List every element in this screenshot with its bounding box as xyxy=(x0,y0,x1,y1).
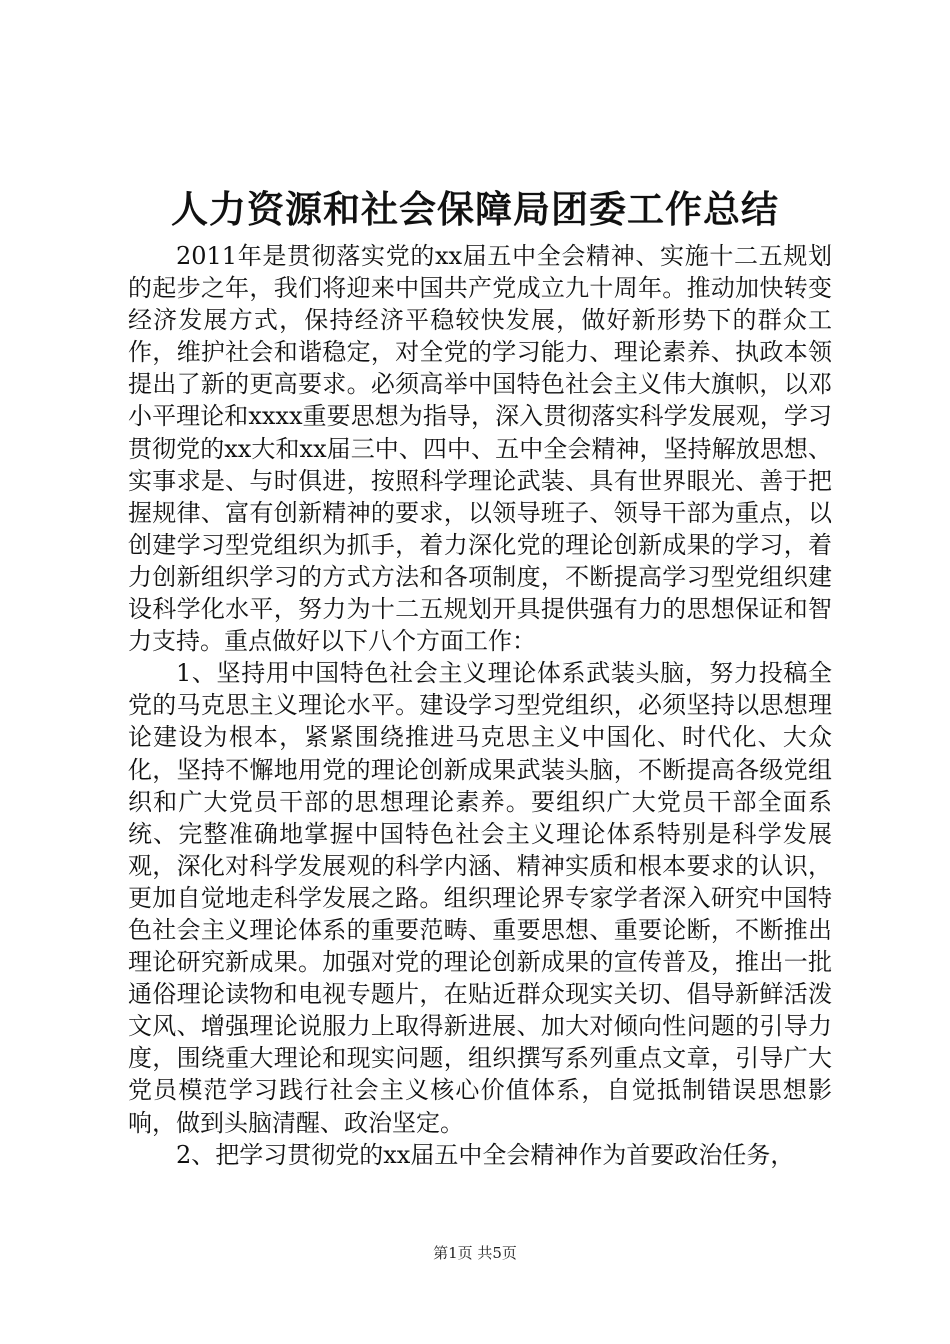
paragraph-item-2: 2、把学习贯彻党的xx届五中全会精神作为首要政治任务， xyxy=(176,1140,795,1169)
document-body xyxy=(128,240,832,1171)
document-title: 人力资源和社会保障局团委工作总结 xyxy=(171,187,779,231)
paragraph-item-1: 1、坚持用中国特色社会主义理论体系武装头脑，努力投稿全党的马克思主义理论水平。建设学习型党组织，必须坚持以思想理论建设为根本，紧紧围绕推进马克思主义中国化、时代化、大众化，坚持不懈地用党的理论创新成果武装头脑，不断提高各级党组织和广大党员干部的思想理论素养。要组织广大党员干部全面系统、完整准确地掌握中国特色社会主义理论体系特别是科学发展观，深化对科学发展观的科学内涵、精神实质和根本要求的认识，更加自觉地走科学发展之路。组织理论界专家学者深入研究中国特色社会主义理论体系的重要范畴、重要思想、重要论断，不断推出理论研究新成果。加强对党的理论创新成果的宣传普及，推出一批通俗理论读物和电视专题片，在贴近群众现实关切、倡导新鲜活泼文风、增强理论说服力上取得新进展、加大对倾向性问题的引导力度，围绕重大理论和现实问题，组织撰写系列重点文章，引导广大党员模范学习践行社会主义核心价值体系，自觉抵制错误思想影响，做到头脑清醒、政治坚定。 xyxy=(128,659,832,1137)
page-footer: 第1页 共5页 xyxy=(433,1244,517,1262)
paragraph-intro: 2011年是贯彻落实党的xx届五中全会精神、实施十二五规划的起步之年，我们将迎来中国共产党成立九十周年。推动加快转变经济发展方式，保持经济平稳较快发展，做好新形势下的群众工作，维护社会和谐稳定，对全党的学习能力、理论素养、执政本领提出了新的更高要求。必须高举中国特色社会主义伟大旗帜，以邓小平理论和xxxx重要思想为指导，深入贯彻落实科学发展观，学习贯彻党的xx大和xx届三中、四中、五中全会精神，坚持解放思想、实事求是、与时俱进，按照科学理论武装、具有世界眼光、善于把握规律、富有创新精神的要求，以领导班子、领导干部为重点，以创建学习型党组织为抓手，着力深化党的理论创新成果的学习，着力创新组织学习的方式方法和各项制度，不断提高学习型党组织建设科学化水平，努力为十二五规划开具提供强有力的思想保证和智力支持。重点做好以下八个方面工作： xyxy=(128,242,832,656)
